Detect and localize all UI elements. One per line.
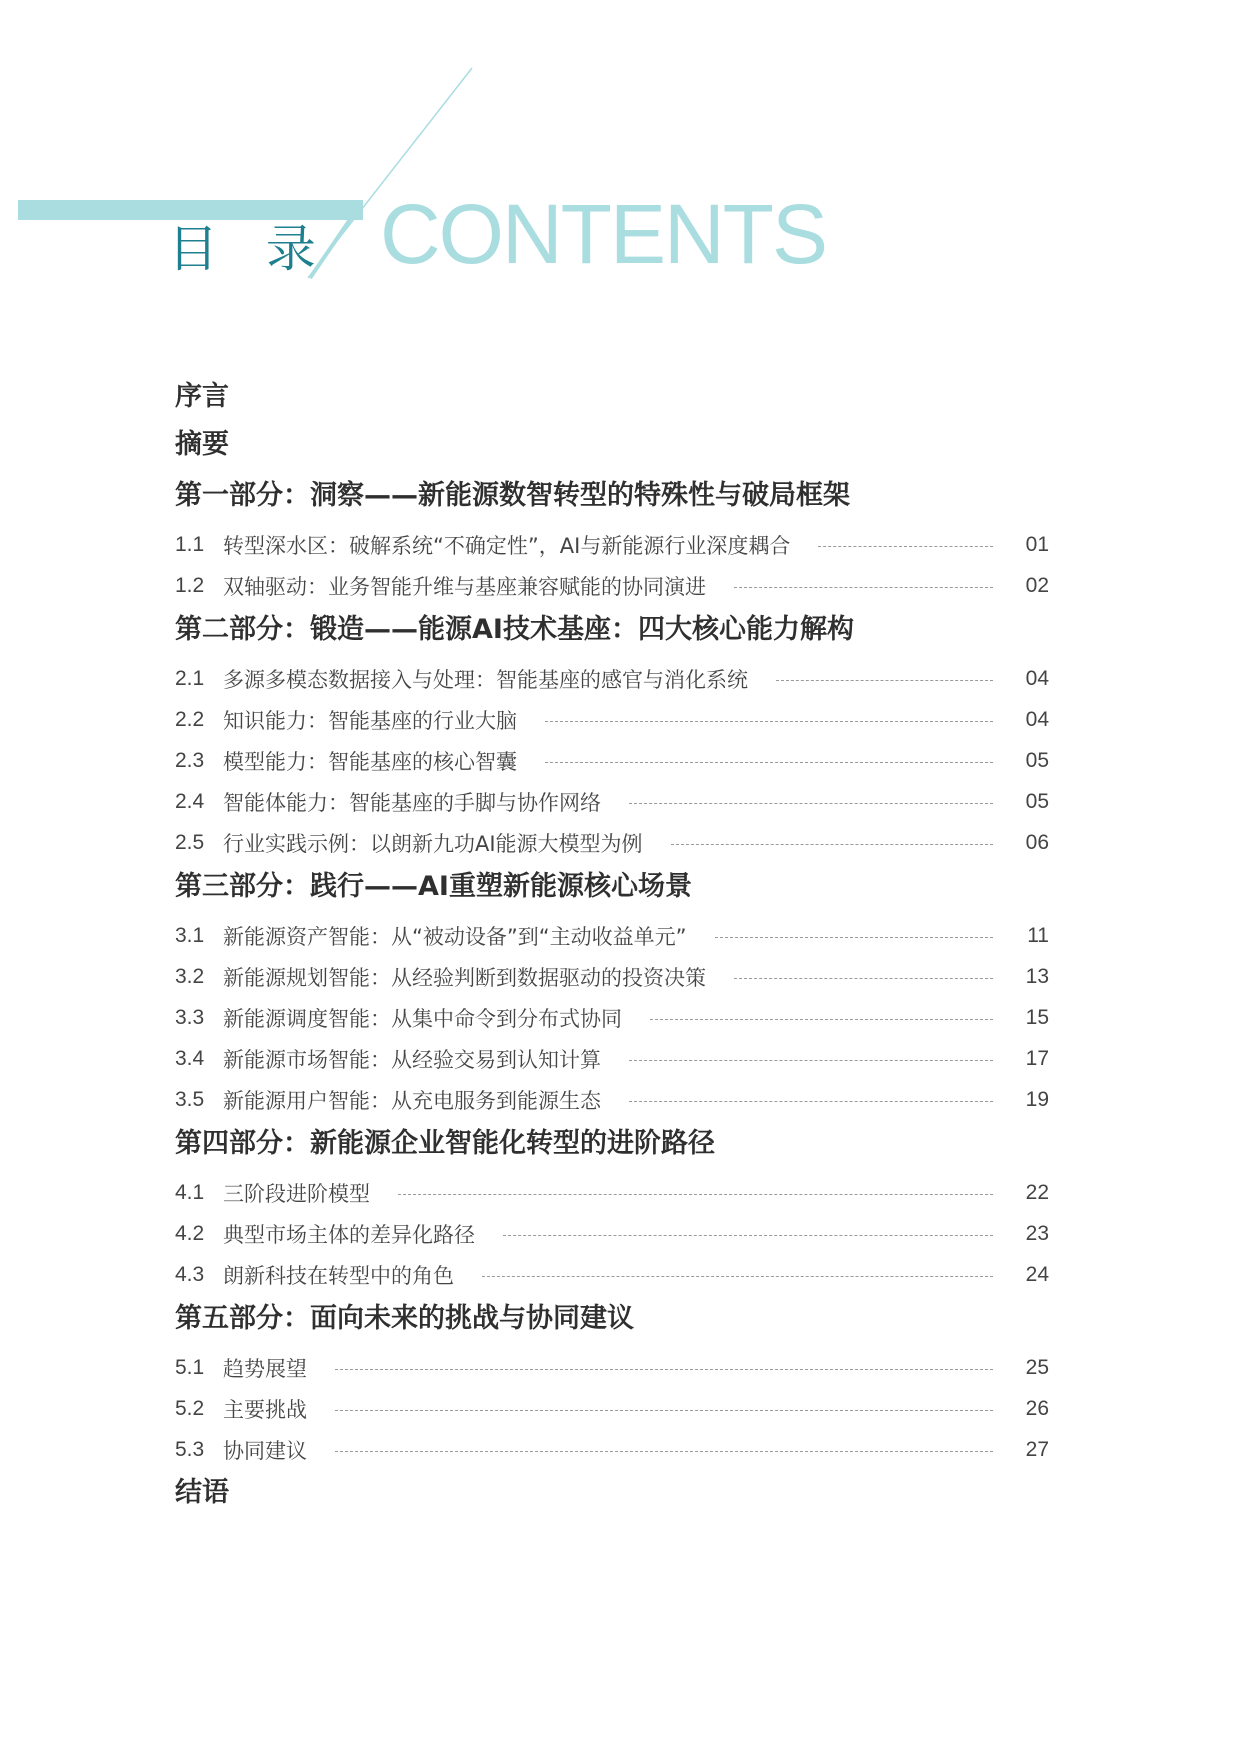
toc-entry[interactable] (175, 1172, 1049, 1213)
toc-parts (175, 476, 1049, 1470)
toc-entry-label: 转型深水区：破解系统“不确定性”，AI与新能源行业深度耦合 (223, 533, 791, 558)
toc-entry-label: 新能源市场智能：从经验交易到认知计算 (223, 1047, 601, 1072)
toc-part (175, 867, 1049, 1120)
toc-entry-page: 04 (1025, 666, 1049, 690)
toc-part-title[interactable]: 第一部分：洞察——新能源数智转型的特殊性与破局框架 (175, 480, 850, 511)
toc-entry-page: 01 (1025, 532, 1049, 556)
toc-leader-dots (482, 1276, 993, 1277)
toc-part-title[interactable]: 第三部分：践行——AI重塑新能源核心场景 (175, 871, 692, 902)
toc-entry[interactable] (175, 915, 1049, 956)
toc-leader-dots (629, 1101, 993, 1102)
toc-entry-label: 双轴驱动：业务智能升维与基座兼容赋能的协同演进 (223, 574, 706, 599)
toc-entry-number: 3.2 (175, 964, 205, 988)
toc-leader-dots (818, 546, 993, 547)
toc-entry-label: 知识能力：智能基座的行业大脑 (223, 708, 517, 733)
toc-leader-dots (734, 978, 993, 979)
toc-entry-page: 05 (1025, 789, 1049, 813)
toc-entry-page: 19 (1025, 1087, 1049, 1111)
toc-entry-number: 3.5 (175, 1087, 205, 1111)
toc-leader-dots (503, 1235, 993, 1236)
toc-entry-number: 2.3 (175, 748, 205, 772)
toc-entry[interactable] (175, 565, 1049, 606)
toc-entry[interactable] (175, 524, 1049, 565)
toc-entry-label: 新能源规划智能：从经验判断到数据驱动的投资决策 (223, 965, 706, 990)
toc-leader-dots (335, 1410, 993, 1411)
toc-part (175, 1299, 1049, 1470)
toc-entry[interactable] (175, 822, 1049, 863)
toc-entry-number: 5.2 (175, 1396, 205, 1420)
toc-entry[interactable] (175, 997, 1049, 1038)
toc-leader-dots (629, 803, 993, 804)
toc-entry-number: 1.2 (175, 573, 205, 597)
toc-entry-label: 模型能力：智能基座的核心智囊 (223, 749, 517, 774)
toc-part-title[interactable]: 第五部分：面向未来的挑战与协同建议 (175, 1303, 634, 1334)
toc-entry-label: 趋势展望 (223, 1356, 307, 1381)
toc-entry[interactable] (175, 1254, 1049, 1295)
toc-leader-dots (335, 1369, 993, 1370)
toc-leader-dots (629, 1060, 993, 1061)
toc-entry-number: 4.3 (175, 1262, 205, 1286)
toc-leader-dots (650, 1019, 993, 1020)
toc-part (175, 476, 1049, 606)
toc-entry-label: 协同建议 (223, 1438, 307, 1463)
toc-entry-number: 1.1 (175, 532, 205, 556)
toc-entry[interactable] (175, 1038, 1049, 1079)
toc-leader-dots (545, 762, 993, 763)
header-accent-bar (18, 200, 363, 220)
toc-entry-number: 5.3 (175, 1437, 205, 1461)
toc-entry-label: 朗新科技在转型中的角色 (223, 1263, 454, 1288)
toc-entry-number: 2.2 (175, 707, 205, 731)
toc-entry-page: 27 (1025, 1437, 1049, 1461)
toc-entry-page: 17 (1025, 1046, 1049, 1070)
toc-entry-page: 23 (1025, 1221, 1049, 1245)
toc-entry-label: 智能体能力：智能基座的手脚与协作网络 (223, 790, 601, 815)
toc-conclusion[interactable]: 结语 (175, 1477, 229, 1508)
toc-entry[interactable] (175, 1079, 1049, 1120)
toc-entry[interactable] (175, 1388, 1049, 1429)
toc-entry-page: 13 (1025, 964, 1049, 988)
toc-entry-label: 新能源资产智能：从“被动设备”到“主动收益单元” (223, 924, 687, 949)
toc-entry-label: 多源多模态数据接入与处理：智能基座的感官与消化系统 (223, 667, 748, 692)
page-title-cn: 目 录 (168, 220, 332, 278)
toc-entry[interactable] (175, 956, 1049, 997)
page-title-en: CONTENTS (380, 187, 826, 281)
toc-entry-label: 新能源调度智能：从集中命令到分布式协同 (223, 1006, 622, 1031)
toc-part-title[interactable]: 第四部分：新能源企业智能化转型的进阶路径 (175, 1128, 715, 1159)
toc-part-title[interactable]: 第二部分：锻造——能源AI技术基座：四大核心能力解构 (175, 614, 854, 645)
toc-entry-number: 4.2 (175, 1221, 205, 1245)
toc-entry-number: 5.1 (175, 1355, 205, 1379)
toc-entry-number: 3.3 (175, 1005, 205, 1029)
toc-entry-label: 主要挑战 (223, 1397, 307, 1422)
toc-leader-dots (398, 1194, 993, 1195)
toc-entry-page: 02 (1025, 573, 1049, 597)
toc-entry-page: 25 (1025, 1355, 1049, 1379)
toc-preface[interactable]: 序言 (175, 381, 229, 412)
toc-leader-dots (734, 587, 993, 588)
toc-entry-page: 06 (1025, 830, 1049, 854)
toc-entry-number: 2.1 (175, 666, 205, 690)
toc-entry-page: 11 (1027, 923, 1049, 947)
toc-leader-dots (335, 1451, 993, 1452)
toc-entry[interactable] (175, 740, 1049, 781)
toc-summary[interactable]: 摘要 (175, 429, 229, 460)
toc-entry[interactable] (175, 658, 1049, 699)
toc-entry-page: 15 (1025, 1005, 1049, 1029)
toc-leader-dots (776, 680, 993, 681)
toc-leader-dots (545, 721, 993, 722)
toc-entry[interactable] (175, 781, 1049, 822)
toc-entry[interactable] (175, 1429, 1049, 1470)
toc-entry-label: 行业实践示例：以朗新九功AI能源大模型为例 (223, 831, 643, 856)
toc-entry-number: 4.1 (175, 1180, 205, 1204)
table-of-contents (175, 380, 1049, 1524)
toc-entry-page: 24 (1025, 1262, 1049, 1286)
toc-part (175, 610, 1049, 863)
toc-entry-label: 典型市场主体的差异化路径 (223, 1222, 475, 1247)
toc-entry-number: 3.4 (175, 1046, 205, 1070)
toc-entry-label: 新能源用户智能：从充电服务到能源生态 (223, 1088, 601, 1113)
toc-entry-number: 2.4 (175, 789, 205, 813)
toc-entry-label: 三阶段进阶模型 (223, 1181, 370, 1206)
toc-leader-dots (715, 937, 993, 938)
toc-entry-page: 04 (1025, 707, 1049, 731)
toc-entry-number: 2.5 (175, 830, 205, 854)
toc-entry[interactable] (175, 1347, 1049, 1388)
toc-entry-number: 3.1 (175, 923, 205, 947)
toc-entry[interactable] (175, 699, 1049, 740)
toc-entry-page: 26 (1025, 1396, 1049, 1420)
toc-part (175, 1124, 1049, 1295)
toc-entry-page: 05 (1025, 748, 1049, 772)
toc-entry[interactable] (175, 1213, 1049, 1254)
toc-entry-page: 22 (1025, 1180, 1049, 1204)
toc-leader-dots (671, 844, 993, 845)
